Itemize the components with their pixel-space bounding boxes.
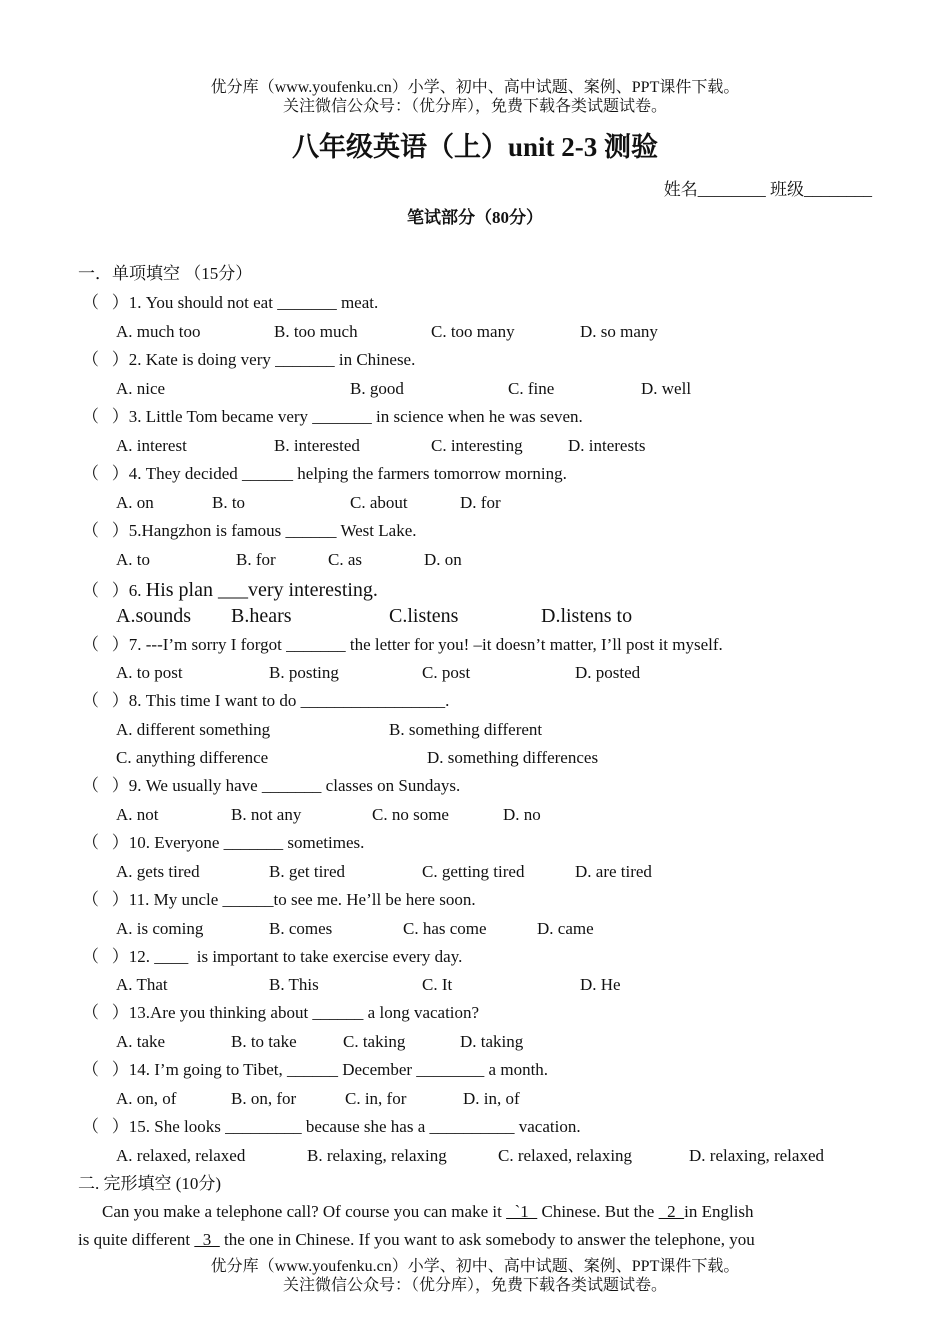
section2-heading: 二. 完形填空 (10分) xyxy=(78,1174,222,1193)
q11-option-c: C. has come xyxy=(403,919,487,938)
q11-option-b: B. comes xyxy=(269,919,333,938)
q14-option-d: D. in, of xyxy=(463,1089,520,1108)
q10-option-b: B. get tired xyxy=(269,862,346,881)
q5-option-a: A. to xyxy=(116,550,150,569)
q5-option-c: C. as xyxy=(328,550,362,569)
question-7: （ ）7. ---I’m sorry I forgot _______ the letter for you! –it doesn’t matter, I’ll post it myself. xyxy=(82,635,723,654)
q5-option-d: D. on xyxy=(424,550,462,569)
cloze-paragraph-line-1 xyxy=(102,1202,754,1222)
q7-option-b: B. posting xyxy=(269,663,339,682)
q3-option-c: C. interesting xyxy=(431,436,523,455)
q15-option-c: C. relaxed, relaxing xyxy=(498,1146,633,1165)
q4-option-a: A. on xyxy=(116,493,154,512)
q7-option-d: D. posted xyxy=(575,663,641,682)
footer-line-2: 关注微信公众号：（优分库），免费下载各类试题试卷。 xyxy=(282,1277,667,1294)
q6-option-b: B.hears xyxy=(231,605,292,627)
q11-option-d: D. came xyxy=(537,919,594,938)
q12-option-d: D. He xyxy=(580,975,621,994)
q1-option-d: D. so many xyxy=(580,322,658,341)
q1-option-b: B. too much xyxy=(274,322,358,341)
cloze-blank-2: 2 xyxy=(658,1202,685,1221)
q2-option-a: A. nice xyxy=(116,379,166,398)
name-class-field: 姓名________ 班级________ xyxy=(663,180,872,199)
q15-option-b: B. relaxing, relaxing xyxy=(307,1146,447,1165)
question-6-prefix: （ ）6. xyxy=(82,581,146,600)
question-12: （ ）12. ____ is important to take exercise every day. xyxy=(82,947,463,966)
q3-option-a: A. interest xyxy=(116,436,187,455)
q2-option-c: C. fine xyxy=(508,379,555,398)
question-11: （ ）11. My uncle ______to see me. He’ll be here soon. xyxy=(82,890,476,909)
cloze-blank-1: `1 xyxy=(506,1202,538,1221)
q3-option-b: B. interested xyxy=(274,436,360,455)
header-line-2: 关注微信公众号：（优分库），免费下载各类试题试卷。 xyxy=(282,98,667,115)
q13-option-c: C. taking xyxy=(343,1032,406,1051)
q8-option-c: C. anything difference xyxy=(116,748,269,767)
q9-option-a: A. not xyxy=(116,805,159,824)
question-13: （ ）13.Are you thinking about ______ a long vacation? xyxy=(82,1003,480,1022)
q15-option-a: A. relaxed, relaxed xyxy=(116,1146,246,1165)
q10-option-c: C. getting tired xyxy=(422,862,525,881)
q4-option-b: B. to xyxy=(212,493,246,512)
q7-option-c: C. post xyxy=(422,663,471,682)
q5-option-b: B. for xyxy=(236,550,276,569)
q2-option-b: B. good xyxy=(350,379,404,398)
q12-option-b: B. This xyxy=(269,975,319,994)
q14-option-b: B. on, for xyxy=(231,1089,297,1108)
cloze-text-1b: Chinese. But the xyxy=(537,1202,659,1221)
cloze-text-2b: the one in Chinese. If you want to ask somebody to answer the telephone, you xyxy=(219,1230,755,1249)
q15-option-d: D. relaxing, relaxed xyxy=(689,1146,824,1165)
q6-option-c: C.listens xyxy=(389,605,459,627)
q6-option-a: A.sounds xyxy=(116,605,192,627)
q8-option-b: B. something different xyxy=(389,720,543,739)
question-6-stem: His plan ___very interesting. xyxy=(145,579,378,601)
q3-option-d: D. interests xyxy=(568,436,646,455)
q7-option-a: A. to post xyxy=(116,663,183,682)
question-6 xyxy=(82,578,378,602)
page-title: 八年级英语（上）unit 2-3 测验 xyxy=(291,132,659,162)
q10-option-a: A. gets tired xyxy=(116,862,200,881)
question-9: （ ）9. We usually have _______ classes on Sundays. xyxy=(82,776,461,795)
question-8: （ ）8. This time I want to do _________________. xyxy=(82,691,450,710)
q9-option-c: C. no some xyxy=(372,805,449,824)
q13-option-b: B. to take xyxy=(231,1032,297,1051)
q14-option-a: A. on, of xyxy=(116,1089,177,1108)
section1-heading: 一．单项填空 （15分） xyxy=(78,264,253,283)
q12-option-a: A. That xyxy=(116,975,168,994)
q4-option-d: D. for xyxy=(460,493,501,512)
question-5: （ ）5.Hangzhon is famous ______ West Lake. xyxy=(82,521,417,540)
q1-option-a: A. much too xyxy=(116,322,201,341)
footer-line-1: 优分库（www.youfenku.cn）小学、初中、高中试题、案例、PPT课件下载。 xyxy=(210,1258,740,1275)
q14-option-c: C. in, for xyxy=(345,1089,407,1108)
q6-option-d: D.listens to xyxy=(541,605,633,627)
cloze-text-1a: Can you make a telephone call? Of course you can make it xyxy=(102,1202,507,1221)
cloze-text-1c: in English xyxy=(684,1202,754,1221)
cloze-blank-3: 3 xyxy=(194,1230,220,1249)
question-3: （ ）3. Little Tom became very _______ in science when he was seven. xyxy=(82,407,583,426)
question-4: （ ）4. They decided ______ helping the farmers tomorrow morning. xyxy=(82,464,567,483)
question-15: （ ）15. She looks _________ because she has a __________ vacation. xyxy=(82,1117,581,1136)
cloze-text-2a: is quite different xyxy=(78,1230,195,1249)
written-part-heading: 笔试部分（80分） xyxy=(407,208,543,227)
q4-option-c: C. about xyxy=(350,493,408,512)
question-14: （ ）14. I’m going to Tibet, ______ December ________ a month. xyxy=(82,1060,549,1079)
q2-option-d: D. well xyxy=(641,379,692,398)
question-1: （ ）1. You should not eat _______ meat. xyxy=(82,293,379,312)
q9-option-b: B. not any xyxy=(231,805,302,824)
question-2: （ ）2. Kate is doing very _______ in Chinese. xyxy=(82,350,416,369)
q10-option-d: D. are tired xyxy=(575,862,652,881)
q1-option-c: C. too many xyxy=(431,322,515,341)
header-line-1: 优分库（www.youfenku.cn）小学、初中、高中试题、案例、PPT课件下载。 xyxy=(210,79,740,96)
q8-option-a: A. different something xyxy=(116,720,271,739)
question-10: （ ）10. Everyone _______ sometimes. xyxy=(82,833,365,852)
q8-option-d: D. something differences xyxy=(427,748,599,767)
q12-option-c: C. It xyxy=(422,975,453,994)
q13-option-d: D. taking xyxy=(460,1032,524,1051)
q9-option-d: D. no xyxy=(503,805,541,824)
cloze-paragraph-line-2 xyxy=(78,1230,755,1250)
q13-option-a: A. take xyxy=(116,1032,166,1051)
q11-option-a: A. is coming xyxy=(116,919,204,938)
